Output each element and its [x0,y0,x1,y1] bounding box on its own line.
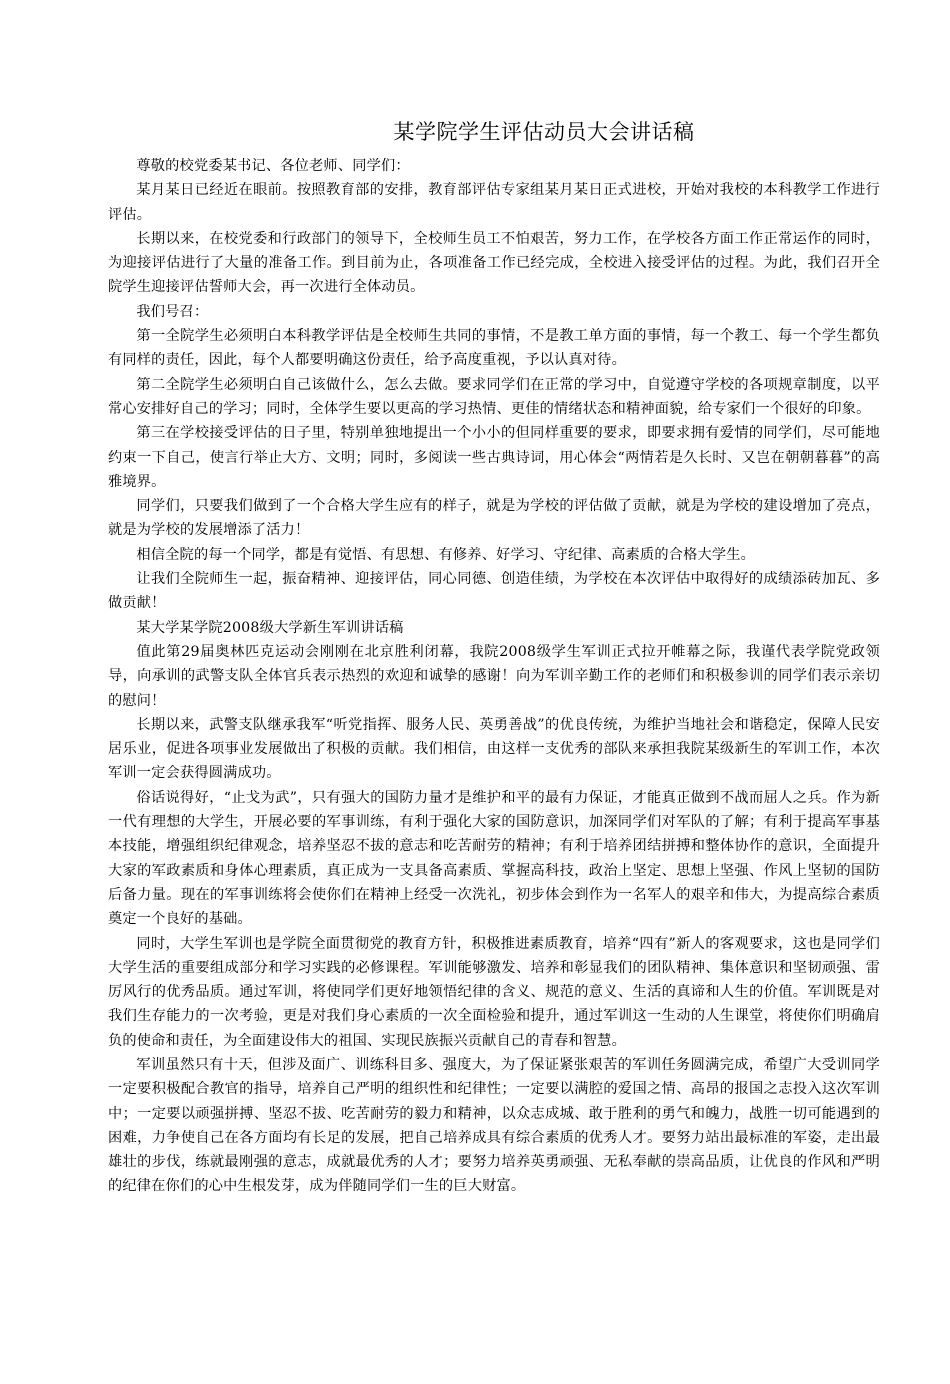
paragraph: 长期以来，在校党委和行政部门的领导下，全校师生员工不怕艰苦，努力工作，在学校各方面工作正常运作的同时，为迎接评估进行了大量的准备工作。到目前为止，各项准备工作已经完成，全校进入接受评估的过程。为此，我们召开全院学生迎接评估誓师大会，再一次进行全体动员。 [108,230,880,296]
document-body [108,154,880,1199]
paragraph: 相信全院的每一个同学，都是有觉悟、有思想、有修养、好学习、守纪律、高素质的合格大学生。 [136,546,756,563]
document-page [108,118,880,1199]
paragraph: 同时，大学生军训也是学院全面贯彻党的教育方针，积极推进素质教育，培养“四有”新人的客观要求，这也是同学们大学生活的重要组成部分和学习实践的必修课程。军训能够激发、培养和彰显我们的团队精神、集体意识和坚韧顽强、雷厉风行的优秀品质。通过军训，将使同学们更好地领悟纪律的含义、规范的意义、生活的真谛和人生的价值。军训既是对我们生存能力的一次考验，更是对我们身心素质的一次全面检验和提升，通过军训这一生动的人生课堂，将使你们明确肩负的使命和责任，为全面建设伟大的祖国、实现民族振兴贡献自己的青春和智慧。 [108,935,880,1049]
paragraph: 第一全院学生必须明白本科教学评估是全校师生共同的事情，不是教工单方面的事情，每一个教工、每一个学生都负有同样的责任，因此，每个人都要明确这份责任，给予高度重视，予以认真对待。 [108,328,880,369]
paragraph: 某月某日已经近在眼前。按照教育部的安排，教育部评估专家组某月某日正式进校，开始对我校的本科教学工作进行评估。 [108,182,880,223]
paragraph: 第二全院学生必须明白自己该做什么，怎么去做。要求同学们在正常的学习中，自觉遵守学校的各项规章制度，以平常心安排好自己的学习；同时，全体学生要以更高的学习热情、更佳的情绪状态和精神面貌，给专家们一个很好的印象。 [108,376,880,417]
paragraph: 军训虽然只有十天，但涉及面广、训练科目多、强度大，为了保证紧张艰苦的军训任务圆满完成，希望广大受训同学一定要积极配合教官的指导，培养自己严明的组织性和纪律性；一定要以满腔的爱国之情、高昂的报国之志投入这次军训中；一定要以顽强拼搏、坚忍不拔、吃苦耐劳的毅力和精神，以众志成城、敢于胜利的勇气和魄力，战胜一切可能遇到的困难，力争使自己在各方面均有长足的发展，把自己培养成具有综合素质的优秀人才。要努力站出最标准的军姿，走出最雄壮的步伐，练就最刚强的意志，成就最优秀的人才；要努力培养英勇顽强、无私奉献的崇高品质，让优良的作风和严明的纪律在你们的心中生根发芽，成为伴随同学们一生的巨大财富。 [108,1056,880,1195]
paragraph: 俗话说得好，“止戈为武”，只有强大的国防力量才是维护和平的最有力保证，才能真正做到不战而屈人之兵。作为新一代有理想的大学生，开展必要的军事训练，有利于强化大家的国防意识，加深同学们对军队的了解；有利于提高军事基本技能，增强组织纪律观念，培养坚忍不拔的意志和吃苦耐劳的精神；有利于培养团结拼搏和整体协作的意识，全面提升大家的军政素质和身体心理素质，真正成为一支具备高素质、掌握高科技，政治上坚定、思想上坚强、作风上坚韧的国防后备力量。现在的军事训练将会使你们在精神上经受一次洗礼，初步体会到作为一名军人的艰辛和伟大，为提高综合素质奠定一个良好的基础。 [108,789,880,928]
document-title: 某学院学生评估动员大会讲话稿 [393,120,695,144]
paragraph: 值此第29届奥林匹克运动会刚刚在北京胜利闭幕，我院2008级学生军训正式拉开帷幕之际，我谨代表学院党政领导，向承训的武警支队全体官兵表示热烈的欢迎和诚挚的感谢！向为军训辛勤工作的老师们和积极参训的同学们表示亲切的慰问！ [108,643,880,709]
paragraph: 长期以来，武警支队继承我军“听党指挥、服务人民、英勇善战”的优良传统，为维护当地社会和谐稳定，保障人民安居乐业，促进各项事业发展做出了积极的贡献。我们相信，由这样一支优秀的部队来承担我院某级新生的军训工作，本次军训一定会获得圆满成功。 [108,716,880,782]
salutation: 尊敬的校党委某书记、各位老师、同学们： [136,158,410,174]
section-heading: 某大学某学院2008级大学新生军训讲话稿 [136,619,404,636]
paragraph: 让我们全院师生一起，振奋精神、迎接评估，同心同德、创造佳绩，为学校在本次评估中取得好的成绩添砖加瓦、多做贡献！ [108,571,880,612]
paragraph: 同学们，只要我们做到了一个合格大学生应有的样子，就是为学校的评估做了贡献，就是为学校的建设增加了亮点，就是为学校的发展增添了活力！ [108,498,880,539]
paragraph: 我们号召： [136,303,209,320]
paragraph: 第三在学校接受评估的日子里，特别单独地提出一个小小的但同样重要的要求，即要求拥有爱情的同学们，尽可能地约束一下自己，使言行举止大方、文明；同时，多阅读一些古典诗词，用心体会“两情若是久长时、又岂在朝朝暮暮”的高雅境界。 [108,425,880,490]
